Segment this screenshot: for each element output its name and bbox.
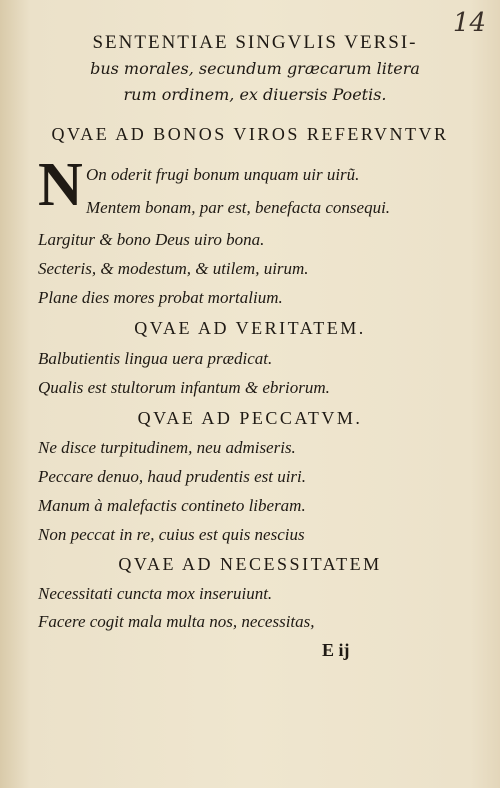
verse-line: Balbutientis lingua uera prædicat. — [38, 349, 273, 368]
section-heading-boni-viri: QVAE AD BONOS VIROS REFERVNTVR — [51, 124, 449, 144]
section-heading-necessitas: QVAE AD NECESSITATEM — [118, 554, 382, 574]
title-line-2: bus morales, secundum græcarum litera — [90, 59, 420, 78]
page-title — [40, 30, 470, 108]
page-number: 14 — [452, 8, 486, 38]
verse-line: Largitur & bono Deus uiro bona. — [38, 230, 265, 249]
verse-line: Necessitati cuncta mox inseruiunt. — [38, 584, 273, 603]
verse-line: Mentem bonam, par est, benefacta consequi. — [86, 198, 391, 217]
section-heading-veritas: QVAE AD VERITATEM. — [134, 318, 366, 338]
section-heading-peccatum: QVAE AD PECCATVM. — [137, 408, 363, 428]
verse-line: Non peccat in re, cuius est quis nescius — [38, 525, 305, 544]
drop-initial: N — [38, 151, 83, 219]
title-line-3: rum ordinem, ex diuersis Poetis. — [123, 85, 387, 104]
verse-line: Plane dies mores probat mortalium. — [38, 288, 283, 307]
verse-line: Ne disce turpitudinem, neu admiseris. — [38, 438, 296, 457]
verse-line: Qualis est stultorum infantum & ebriorum. — [38, 378, 330, 397]
verse-line: Facere cogit mala multa nos, necessitas, — [38, 612, 315, 631]
verse-line: Secteris, & modestum, & utilem, uirum. — [38, 259, 309, 278]
title-line-1: SENTENTIAE SINGVLIS VERSI- — [92, 32, 418, 53]
verse-line: On oderit frugi bonum unquam uir uirũ. — [86, 165, 360, 184]
signature-mark: E ij — [322, 640, 350, 660]
verse-line: Peccare denuo, haud prudentis est uiri. — [38, 467, 307, 486]
verse-line: Manum à malefactis contineto liberam. — [38, 496, 306, 515]
